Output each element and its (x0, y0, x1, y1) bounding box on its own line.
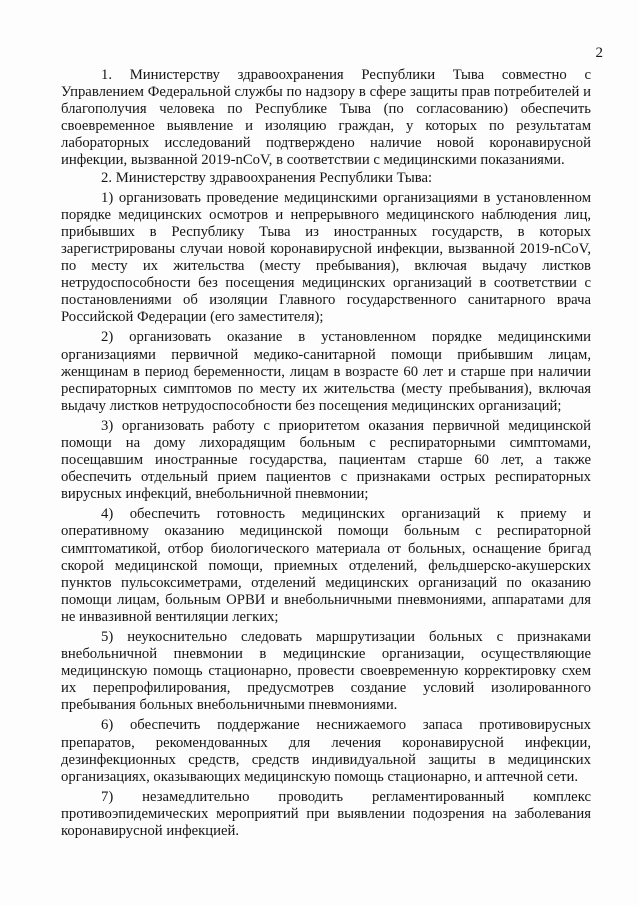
paragraph-2: 2. Министерству здравоохранения Республики Тыва: (101, 169, 433, 186)
list-item-1: 1) организовать проведение медицинскими организациями в установленном порядке медицинских осмотров и непрерывного медицинского наблюдения лиц, прибывших в Республику Тыва из иностранных государств, в которых зарегистрированы случаи новой коронавирусной инфекции, вызванной 2019-nCoV, по месту их жительства (месту пребывания), включая выдачу листков нетрудоспособности без посещения медицинских организаций в соответствии с постановлениями об изоляции Главного государственного санитарного врача Российской Федерации (его заместителя); (61, 189, 591, 326)
list-item-7: 7) незамедлительно проводить регламентированный комплекс противоэпидемических мероприятий при выявлении подозрения на заболевания коронавирусной инфекцией. (61, 788, 591, 840)
document-body (61, 67, 591, 840)
list-item-5: 5) неукоснительно следовать маршрутизации больных с признаками внебольничной пневмонии в медицинские организации, осуществляющие медицинскую помощь стационарно, провести своевременную корректировку схем их перепрофилирования, предусмотрев создание условий изолированного пребывания больных внебольничными пневмониями. (61, 629, 591, 714)
list-item-2: 2) организовать оказание в установленном порядке медицинскими организациями первичной медико-санитарной помощи прибывшим лицам, женщинам в период беременности, лицам в возрасте 60 лет и старше при наличии респираторных симптомов по месту их жительства (месту пребывания), включая выдачу листков нетрудоспособности без посещения медицинских организаций; (61, 329, 591, 414)
page-number: 2 (595, 45, 603, 61)
list-item-6: 6) обеспечить поддержание неснижаемого запаса противовирусных препаратов, рекомендованных для лечения коронавирусной инфекции, дезинфекционных средств, средств индивидуальной защиты в медицинских организациях, оказывающих медицинскую помощь стационарно, и аптечной сети. (61, 717, 591, 785)
list-item-3: 3) организовать работу с приоритетом оказания первичной медицинской помощи на дому лихорадящим больным с респираторными симптомами, посещавшим иностранные государства, пациентам старше 60 лет, а также обеспечить отдельный прием пациентов с признаками острых респираторных вирусных инфекций, внебольничной пневмонии; (61, 417, 591, 503)
list-item-4: 4) обеспечить готовность медицинских организаций к приему и оперативному оказанию медицинской помощи больным с респираторной симптоматикой, отбор биологического материала от больных, оснащение бригад скорой медицинской помощи, приемных отделений, фельдшерско-акушерских пунктов пульсоксиметрами, отделений медицинских организаций по оказанию помощи лицам, больным ОРВИ и внебольничными пневмониями, аппаратами для не инвазивной вентиляции легких; (61, 506, 591, 625)
paragraph-1: 1. Министерству здравоохранения Республики Тыва совместно с Управлением Федеральной службы по надзору в сфере защиты прав потребителей и благополучия человека по Республике Тыва (по согласованию) обеспечить своевременное выявление и изоляцию граждан, у которых по результатам лабораторных исследований подтверждено наличие новой коронавирусной инфекции, вызванной 2019-nCoV, в соответствии с медицинскими показаниями. (61, 67, 591, 169)
